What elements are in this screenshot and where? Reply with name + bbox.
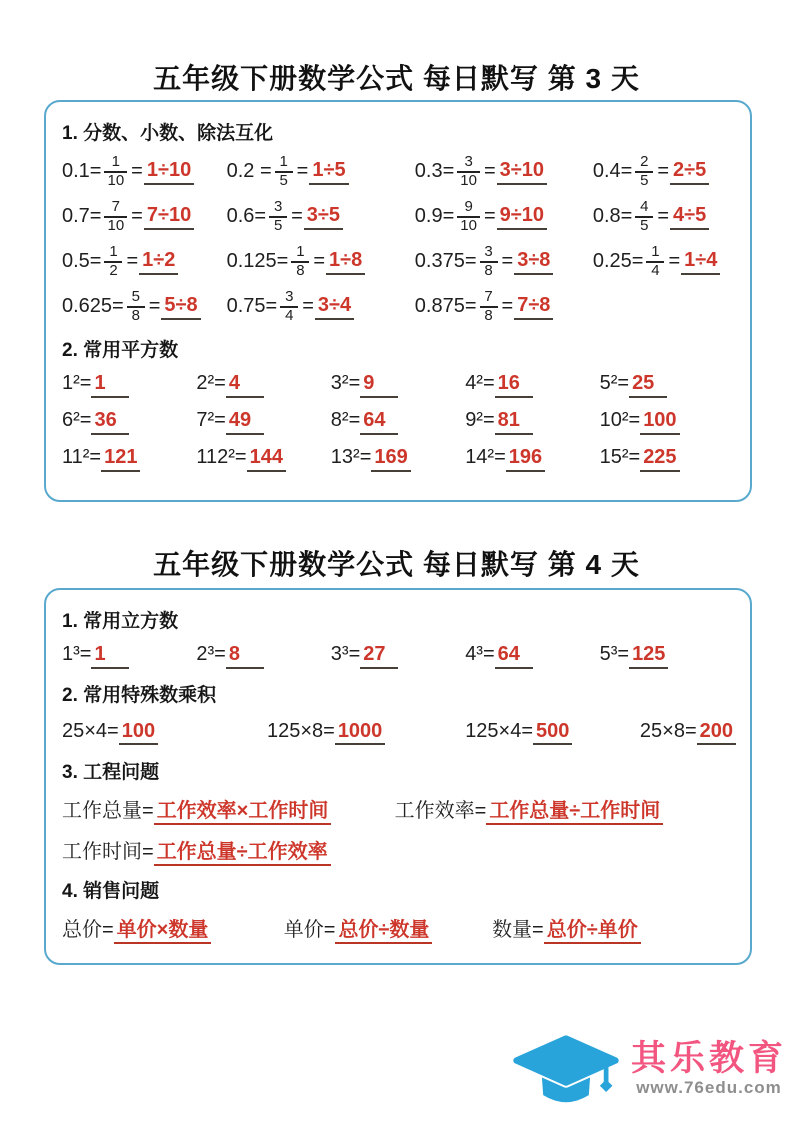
equals-sign: = [657, 205, 670, 227]
numerator: 7 [111, 198, 120, 215]
square-prompt: 8²= [330, 408, 361, 431]
answer: 1 [91, 643, 129, 669]
answer: 144 [247, 446, 286, 472]
fraction-conversion-item [415, 244, 593, 279]
fraction-row [62, 239, 734, 284]
answer: 27 [360, 643, 398, 669]
answer: 3÷8 [514, 249, 553, 275]
product-prompt: 25×4= [62, 719, 119, 742]
fraction [280, 289, 298, 324]
decimal-prompt: 0.6= [226, 205, 267, 227]
graduation-cap-icon [507, 1027, 625, 1113]
answer: 总价÷单价 [544, 919, 641, 944]
equals-sign: = [668, 250, 681, 272]
answer: 100 [119, 720, 158, 745]
fraction [635, 199, 653, 234]
equals-sign: = [131, 205, 143, 227]
section-heading-squares: 2. 常用平方数 [62, 340, 179, 361]
fraction-conversion-item [227, 154, 415, 189]
products-row [62, 711, 734, 751]
formula-prompt: 数量= [492, 919, 544, 941]
numerator: 4 [640, 198, 649, 215]
cubes-row [62, 637, 734, 674]
squares-row [62, 440, 734, 477]
answer: 1000 [335, 720, 386, 745]
answer: 2÷5 [670, 159, 709, 185]
worksheet-card-day4 [44, 588, 752, 965]
numerator: 9 [464, 198, 473, 215]
work-formula-row [62, 829, 734, 870]
fraction-row [62, 284, 734, 329]
answer: 7÷8 [514, 294, 553, 320]
product-prompt: 125×8= [266, 719, 335, 742]
fraction [104, 199, 127, 234]
fraction-conversion-item [62, 289, 227, 324]
equals-sign: = [131, 160, 143, 182]
numerator: 1 [279, 153, 288, 170]
equals-sign: = [302, 295, 314, 317]
denominator: 10 [460, 216, 477, 234]
fraction-conversion-item [415, 289, 593, 324]
decimal-prompt: 0.2 = [226, 160, 272, 182]
fraction-conversion-item [62, 199, 227, 234]
fraction-conversion-item [227, 199, 415, 234]
square-item [465, 372, 599, 398]
square-item [62, 372, 196, 398]
worksheet-card-day3 [44, 100, 752, 502]
answer: 1÷8 [326, 249, 365, 275]
numerator: 1 [651, 243, 660, 260]
answer: 225 [640, 446, 679, 472]
numerator: 1 [109, 243, 118, 260]
answer: 125 [629, 643, 668, 669]
decimal-prompt: 0.3= [414, 160, 455, 182]
equals-sign: = [501, 295, 514, 317]
decimal-prompt: 0.625= [62, 295, 124, 317]
square-item [62, 409, 196, 435]
equals-sign: = [657, 160, 670, 182]
square-item [600, 372, 734, 398]
answer: 169 [371, 446, 410, 472]
decimal-prompt: 0.125= [226, 250, 289, 272]
answer: 工作总量÷工作时间 [486, 800, 663, 825]
fraction [104, 154, 127, 189]
decimal-prompt: 0.5= [62, 250, 102, 272]
denominator: 8 [131, 306, 140, 324]
cube-prompt: 5³= [599, 642, 630, 665]
section-heading-special-products: 2. 常用特殊数乘积 [62, 685, 217, 706]
square-prompt: 112²= [196, 445, 247, 468]
answer: 16 [495, 372, 533, 398]
square-prompt: 9²= [465, 408, 495, 431]
product-prompt: 25×8= [639, 719, 697, 742]
cube-item [331, 643, 465, 669]
formula-prompt: 工作效率= [394, 800, 487, 822]
square-prompt: 3²= [330, 371, 361, 394]
fraction-conversion-item [227, 244, 415, 279]
decimal-prompt: 0.1= [62, 160, 102, 182]
answer: 1÷10 [144, 159, 194, 185]
squares-row [62, 366, 734, 403]
decimal-prompt: 0.25= [592, 250, 644, 272]
numerator: 5 [131, 288, 140, 305]
square-item [331, 446, 465, 472]
sales-formula-item [492, 913, 734, 942]
answer: 单价×数量 [114, 919, 212, 944]
answer: 500 [533, 720, 572, 745]
fraction-conversion-item [415, 154, 593, 189]
answer: 7÷10 [144, 204, 194, 230]
square-item [196, 409, 330, 435]
numerator: 1 [111, 153, 120, 170]
fraction [104, 244, 122, 279]
work-formula-item [62, 794, 395, 823]
fraction [291, 244, 309, 279]
page-title-day3: 五年级下册数学公式 每日默写 第 3 天 [153, 63, 640, 94]
squares-row [62, 403, 734, 440]
denominator: 5 [640, 216, 649, 234]
decimal-prompt: 0.75= [226, 295, 278, 317]
denominator: 5 [640, 171, 649, 189]
denominator: 2 [109, 261, 118, 279]
square-item [331, 409, 465, 435]
decimal-prompt: 0.7= [62, 205, 102, 227]
brand-url: www.76edu.com [636, 1078, 782, 1098]
denominator: 4 [651, 261, 660, 279]
answer: 9 [360, 372, 398, 398]
product-item [640, 720, 734, 743]
answer: 196 [506, 446, 545, 472]
answer: 36 [91, 409, 129, 435]
brand-logo [507, 1027, 787, 1113]
square-prompt: 13²= [330, 445, 372, 468]
denominator: 8 [296, 261, 305, 279]
fraction-conversion-item [593, 199, 734, 234]
cube-item [196, 643, 330, 669]
denominator: 10 [107, 171, 125, 189]
fraction-conversion-item [62, 154, 227, 189]
square-prompt: 11²= [62, 445, 102, 468]
answer: 81 [495, 409, 533, 435]
answer: 1÷4 [681, 249, 720, 275]
numerator: 3 [285, 288, 294, 305]
equals-sign: = [313, 250, 326, 272]
fraction-conversion-item [593, 154, 734, 189]
answer: 工作效率×工作时间 [154, 800, 332, 825]
sales-formula-row [62, 907, 734, 948]
fraction-row [62, 149, 734, 194]
formula-prompt: 工作时间= [62, 841, 154, 863]
numerator: 1 [296, 243, 305, 260]
answer: 1÷2 [139, 249, 178, 275]
decimal-prompt: 0.8= [592, 205, 633, 227]
numerator: 3 [484, 243, 493, 260]
product-item [62, 720, 267, 743]
equals-sign: = [126, 250, 139, 272]
equals-sign: = [296, 160, 309, 182]
formula-prompt: 单价= [283, 919, 336, 941]
numerator: 7 [484, 288, 493, 305]
denominator: 8 [484, 306, 493, 324]
answer: 64 [360, 409, 398, 435]
fraction [457, 199, 480, 234]
decimal-prompt: 0.9= [414, 205, 455, 227]
cube-prompt: 2³= [196, 642, 226, 665]
square-prompt: 10²= [599, 408, 641, 431]
equals-sign: = [483, 205, 496, 227]
brand-text-block [631, 1041, 787, 1098]
decimal-prompt: 0.4= [592, 160, 633, 182]
square-prompt: 5²= [599, 371, 630, 394]
square-prompt: 15²= [599, 445, 641, 468]
numerator: 3 [464, 153, 473, 170]
decimal-prompt: 0.375= [414, 250, 477, 272]
square-prompt: 4²= [465, 371, 495, 394]
denominator: 8 [484, 261, 493, 279]
square-prompt: 14²= [465, 445, 506, 468]
answer: 总价÷数量 [335, 919, 432, 944]
fraction [275, 154, 293, 189]
denominator: 4 [285, 306, 294, 324]
answer: 工作总量÷工作效率 [154, 841, 331, 866]
equals-sign: = [501, 250, 514, 272]
cube-item [600, 643, 734, 669]
work-formula-row [62, 788, 734, 829]
square-prompt: 1²= [62, 371, 92, 394]
fraction-conversion-item [593, 244, 734, 279]
answer: 9÷10 [497, 204, 547, 230]
fraction [480, 289, 498, 324]
square-item [196, 446, 330, 472]
answer: 1÷5 [309, 159, 348, 185]
fraction [269, 199, 287, 234]
fraction [646, 244, 664, 279]
product-item [465, 720, 640, 743]
fraction [635, 154, 653, 189]
product-prompt: 125×4= [465, 719, 534, 742]
equals-sign: = [483, 160, 496, 182]
square-item [331, 372, 465, 398]
square-item [62, 446, 196, 472]
equals-sign: = [291, 205, 303, 227]
answer: 5÷8 [161, 294, 200, 320]
numerator: 3 [273, 198, 283, 215]
cube-prompt: 4³= [465, 642, 495, 665]
square-item [600, 446, 734, 472]
square-item [465, 409, 599, 435]
brand-name: 其乐教育 [630, 1039, 787, 1079]
answer: 121 [101, 446, 140, 472]
page-title-day4: 五年级下册数学公式 每日默写 第 4 天 [153, 549, 640, 580]
square-item [600, 409, 734, 435]
answer: 3÷5 [304, 204, 343, 230]
answer: 49 [226, 409, 264, 435]
square-item [465, 446, 599, 472]
cube-prompt: 1³= [62, 642, 92, 665]
fraction-conversion-item [415, 199, 593, 234]
square-prompt: 7²= [196, 408, 226, 431]
answer: 200 [697, 720, 736, 745]
fraction-row [62, 194, 734, 239]
fraction [480, 244, 498, 279]
answer: 3÷10 [497, 159, 547, 185]
fraction-conversion-item [227, 289, 415, 324]
answer: 100 [640, 409, 679, 435]
sales-formula-item [284, 913, 492, 942]
denominator: 5 [279, 171, 288, 189]
square-prompt: 2²= [196, 371, 226, 394]
answer: 64 [495, 643, 533, 669]
decimal-prompt: 0.875= [414, 295, 477, 317]
section-heading-cubes: 1. 常用立方数 [62, 611, 179, 632]
fraction [127, 289, 145, 324]
denominator: 10 [460, 171, 477, 189]
answer: 3÷4 [315, 294, 354, 320]
denominator: 10 [107, 216, 125, 234]
formula-prompt: 总价= [62, 919, 114, 941]
square-item [196, 372, 330, 398]
answer: 1 [91, 372, 129, 398]
cube-item [62, 643, 196, 669]
work-formula-item [62, 835, 331, 864]
answer: 8 [226, 643, 264, 669]
work-formula-item [395, 794, 734, 823]
fraction-conversion-item [62, 244, 227, 279]
section-heading-sales-problems: 4. 销售问题 [62, 881, 160, 902]
answer: 4 [226, 372, 264, 398]
sales-formula-item [62, 913, 284, 942]
square-prompt: 6²= [62, 408, 92, 431]
equals-sign: = [148, 295, 161, 317]
answer: 25 [629, 372, 667, 398]
section-heading-work-problems: 3. 工程问题 [62, 762, 160, 783]
formula-prompt: 工作总量= [62, 800, 154, 822]
cube-prompt: 3³= [330, 642, 361, 665]
fraction [457, 154, 480, 189]
answer: 4÷5 [670, 204, 709, 230]
denominator: 5 [273, 216, 283, 234]
numerator: 2 [640, 153, 649, 170]
product-item [267, 720, 465, 743]
cube-item [465, 643, 599, 669]
section-heading-fraction-conversion: 1. 分数、小数、除法互化 [62, 123, 274, 144]
